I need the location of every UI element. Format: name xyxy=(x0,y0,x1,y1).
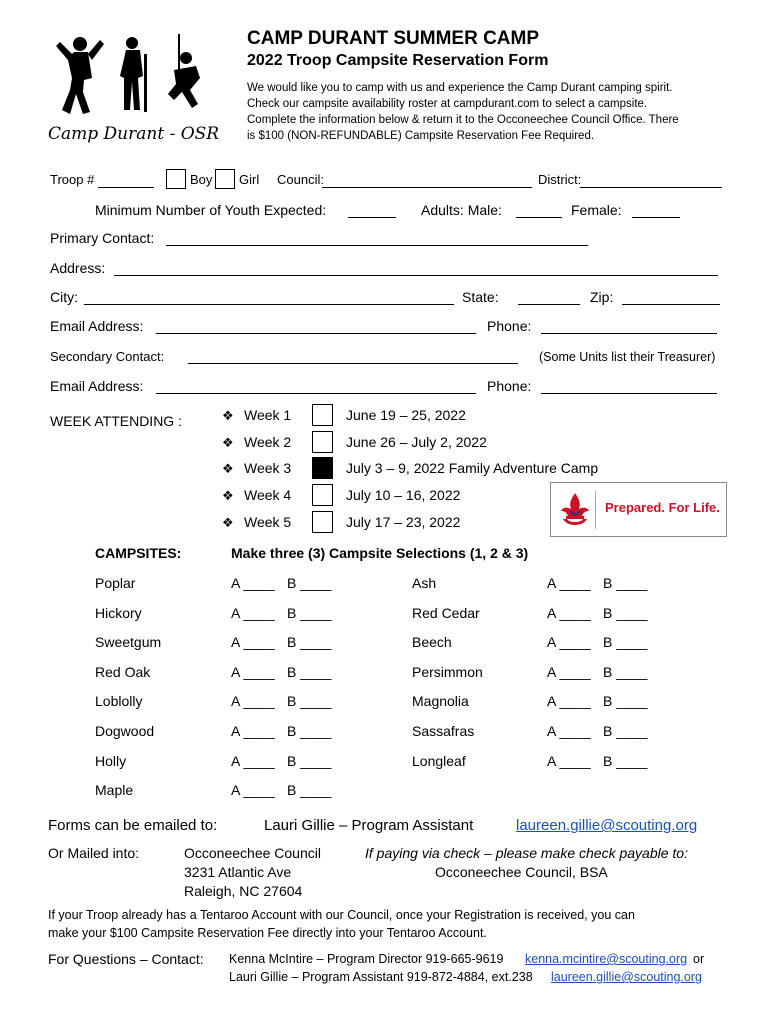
campsite-name: Sassafras xyxy=(412,723,475,739)
address-label: Address: xyxy=(50,260,106,276)
week-checkbox[interactable] xyxy=(312,404,333,426)
page-subtitle: 2022 Troop Campsite Reservation Form xyxy=(247,52,549,69)
boy-label: Boy xyxy=(190,172,213,187)
secondary-contact-field[interactable] xyxy=(188,363,518,364)
week-name: Week 2 xyxy=(244,434,292,450)
contact1-text: Kenna McIntire – Program Director 919-665-9619 xyxy=(229,952,504,966)
email2-label: Email Address: xyxy=(50,378,144,394)
min-youth-field[interactable] xyxy=(348,217,396,218)
campsite-choice-a-field[interactable]: A ____ xyxy=(547,753,591,769)
intro-line: Check our campsite availability roster at campdurant.com to select a campsite. xyxy=(247,98,648,110)
campsite-choice-a-field[interactable]: A ____ xyxy=(547,723,591,739)
campsite-name: Longleaf xyxy=(412,753,466,769)
week-attending-label: WEEK ATTENDING : xyxy=(50,413,182,429)
week-name: Week 4 xyxy=(244,487,292,503)
girl-label: Girl xyxy=(239,172,260,187)
campsite-name: Dogwood xyxy=(95,723,155,739)
page-title: CAMP DURANT SUMMER CAMP xyxy=(247,28,540,49)
week-dates: June 19 – 25, 2022 xyxy=(346,407,466,423)
campsite-choice-a-field[interactable]: A ____ xyxy=(231,693,275,709)
campsite-choice-a-field[interactable]: A ____ xyxy=(547,664,591,680)
zip-label: Zip: xyxy=(590,289,614,305)
phone2-field[interactable] xyxy=(541,393,717,394)
campsite-choice-a-field[interactable]: A ____ xyxy=(231,723,275,739)
campsite-name: Ash xyxy=(412,575,437,591)
questions-label: For Questions – Contact: xyxy=(48,951,204,967)
campsites-label: CAMPSITES: xyxy=(95,545,182,561)
secondary-note: (Some Units list their Treasurer) xyxy=(539,350,716,364)
email2-field[interactable] xyxy=(156,393,476,394)
female-field[interactable] xyxy=(632,217,680,218)
campsite-name: Beech xyxy=(412,634,452,650)
week-dates: July 17 – 23, 2022 xyxy=(346,514,461,530)
week-checkbox[interactable] xyxy=(312,511,333,533)
week-name: Week 1 xyxy=(244,407,292,423)
campsite-choice-a-field[interactable]: A ____ xyxy=(231,605,275,621)
campsite-choice-b-field[interactable]: B ____ xyxy=(603,634,648,650)
mail-address-line3: Raleigh, NC 27604 xyxy=(184,883,303,899)
bsa-fleur-icon xyxy=(557,491,593,529)
campsite-choice-b-field[interactable]: B ____ xyxy=(287,782,332,798)
campsite-choice-b-field[interactable]: B ____ xyxy=(287,634,332,650)
campsite-choice-b-field[interactable]: B ____ xyxy=(603,605,648,621)
city-field[interactable] xyxy=(84,304,454,305)
contact1-email-link[interactable]: kenna.mcintire@scouting.org xyxy=(525,952,688,966)
female-label: Female: xyxy=(571,202,622,218)
email-label: Email Address: xyxy=(50,318,144,334)
city-label: City: xyxy=(50,289,78,305)
campsite-name: Loblolly xyxy=(95,693,143,709)
district-field[interactable] xyxy=(580,187,722,188)
min-youth-label: Minimum Number of Youth Expected: xyxy=(95,202,327,218)
week-dates: July 10 – 16, 2022 xyxy=(346,487,461,503)
bsa-tagline: Prepared. For Life. xyxy=(605,500,720,515)
primary-contact-field[interactable] xyxy=(166,245,588,246)
campsite-choice-b-field[interactable]: B ____ xyxy=(287,693,332,709)
campsite-name: Holly xyxy=(95,753,127,769)
campsite-choice-a-field[interactable]: A ____ xyxy=(547,634,591,650)
campsite-choice-b-field[interactable]: B ____ xyxy=(603,664,648,680)
campsite-choice-b-field[interactable]: B ____ xyxy=(287,664,332,680)
campsite-choice-b-field[interactable]: B ____ xyxy=(603,693,648,709)
campsite-choice-b-field[interactable]: B ____ xyxy=(603,575,648,591)
campsites-instruction: Make three (3) Campsite Selections (1, 2 & 3) xyxy=(231,545,529,561)
emailed-name: Lauri Gillie – Program Assistant xyxy=(264,817,474,834)
zip-field[interactable] xyxy=(622,304,720,305)
campsite-choice-b-field[interactable]: B ____ xyxy=(287,753,332,769)
troop-field[interactable] xyxy=(98,187,154,188)
campsite-choice-b-field[interactable]: B ____ xyxy=(287,723,332,739)
camp-durant-logo-figures xyxy=(50,30,220,125)
campsite-choice-a-field[interactable]: A ____ xyxy=(231,782,275,798)
campsite-name: Red Cedar xyxy=(412,605,480,621)
council-field[interactable] xyxy=(322,187,532,188)
mail-address-line1: Occoneechee Council xyxy=(184,845,321,861)
campsite-choice-a-field[interactable]: A ____ xyxy=(547,575,591,591)
week-bullet-icon: ❖ xyxy=(222,488,234,503)
campsite-choice-a-field[interactable]: A ____ xyxy=(231,753,275,769)
boy-checkbox[interactable] xyxy=(166,169,186,189)
campsite-name: Magnolia xyxy=(412,693,469,709)
council-label: Council: xyxy=(277,172,324,187)
campsite-name: Sweetgum xyxy=(95,634,162,650)
tentaroo-note-line2: make your $100 Campsite Reservation Fee directly into your Tentaroo Account. xyxy=(48,926,487,940)
emailed-email-link[interactable]: laureen.gillie@scouting.org xyxy=(516,817,698,834)
check-note: If paying via check – please make check payable to: xyxy=(365,845,688,861)
intro-line: is $100 (NON-REFUNDABLE) Campsite Reservation Fee Required. xyxy=(247,130,595,142)
check-payee: Occoneechee Council, BSA xyxy=(435,864,608,880)
mailed-label: Or Mailed into: xyxy=(48,845,140,861)
contact1-or: or xyxy=(693,952,705,966)
phone-field[interactable] xyxy=(541,333,717,334)
state-label: State: xyxy=(462,289,499,305)
adults-male-label: Adults: Male: xyxy=(421,202,502,218)
logo-text: Camp Durant - OSR xyxy=(48,124,220,144)
secondary-contact-label: Secondary Contact: xyxy=(50,349,165,364)
contact2-email-link[interactable]: laureen.gillie@scouting.org xyxy=(551,970,702,984)
week-dates: July 3 – 9, 2022 Family Adventure Camp xyxy=(346,460,599,476)
campsite-choice-a-field[interactable]: A ____ xyxy=(231,664,275,680)
campsite-name: Hickory xyxy=(95,605,142,621)
campsite-name: Persimmon xyxy=(412,664,483,680)
bsa-logo-box xyxy=(550,482,727,537)
girl-checkbox[interactable] xyxy=(215,169,235,189)
district-label: District: xyxy=(538,172,582,187)
intro-line: Complete the information below & return it to the Occoneechee Council Office. There xyxy=(247,114,679,126)
emailed-label: Forms can be emailed to: xyxy=(48,817,218,834)
campsite-choice-b-field[interactable]: B ____ xyxy=(603,723,648,739)
phone-label: Phone: xyxy=(487,318,532,334)
adults-male-field[interactable] xyxy=(516,217,562,218)
campsite-choice-a-field[interactable]: A ____ xyxy=(231,634,275,650)
primary-contact-label: Primary Contact: xyxy=(50,230,155,246)
troop-label: Troop # xyxy=(50,172,95,187)
week-bullet-icon: ❖ xyxy=(222,461,234,476)
campsite-name: Maple xyxy=(95,782,134,798)
mail-address-line2: 3231 Atlantic Ave xyxy=(184,864,292,880)
week-bullet-icon: ❖ xyxy=(222,408,234,423)
campsite-choice-b-field[interactable]: B ____ xyxy=(287,605,332,621)
campsite-choice-b-field[interactable]: B ____ xyxy=(603,753,648,769)
campsite-choice-a-field[interactable]: A ____ xyxy=(547,605,591,621)
campsite-choice-a-field[interactable]: A ____ xyxy=(231,575,275,591)
intro-paragraph xyxy=(247,80,737,144)
campsite-choice-b-field[interactable]: B ____ xyxy=(287,575,332,591)
email-field[interactable] xyxy=(156,333,476,334)
week-checkbox[interactable] xyxy=(312,431,333,453)
phone2-label: Phone: xyxy=(487,378,532,394)
week-dates: June 26 – July 2, 2022 xyxy=(346,434,487,450)
week-checkbox[interactable] xyxy=(312,484,333,506)
week-checkbox[interactable] xyxy=(312,457,333,479)
contact2-text: Lauri Gillie – Program Assistant 919-872-4884, ext.238 xyxy=(229,970,533,984)
week-name: Week 3 xyxy=(244,460,292,476)
campsite-name: Poplar xyxy=(95,575,136,591)
campsite-choice-a-field[interactable]: A ____ xyxy=(547,693,591,709)
tentaroo-note-line1: If your Troop already has a Tentaroo Account with our Council, once your Registration is received, you can xyxy=(48,908,635,922)
week-name: Week 5 xyxy=(244,514,292,530)
address-field[interactable] xyxy=(114,275,718,276)
intro-line: We would like you to camp with us and experience the Camp Durant camping spirit. xyxy=(247,82,673,94)
state-field[interactable] xyxy=(518,304,580,305)
campsite-name: Red Oak xyxy=(95,664,151,680)
week-bullet-icon: ❖ xyxy=(222,515,234,530)
week-bullet-icon: ❖ xyxy=(222,435,234,450)
